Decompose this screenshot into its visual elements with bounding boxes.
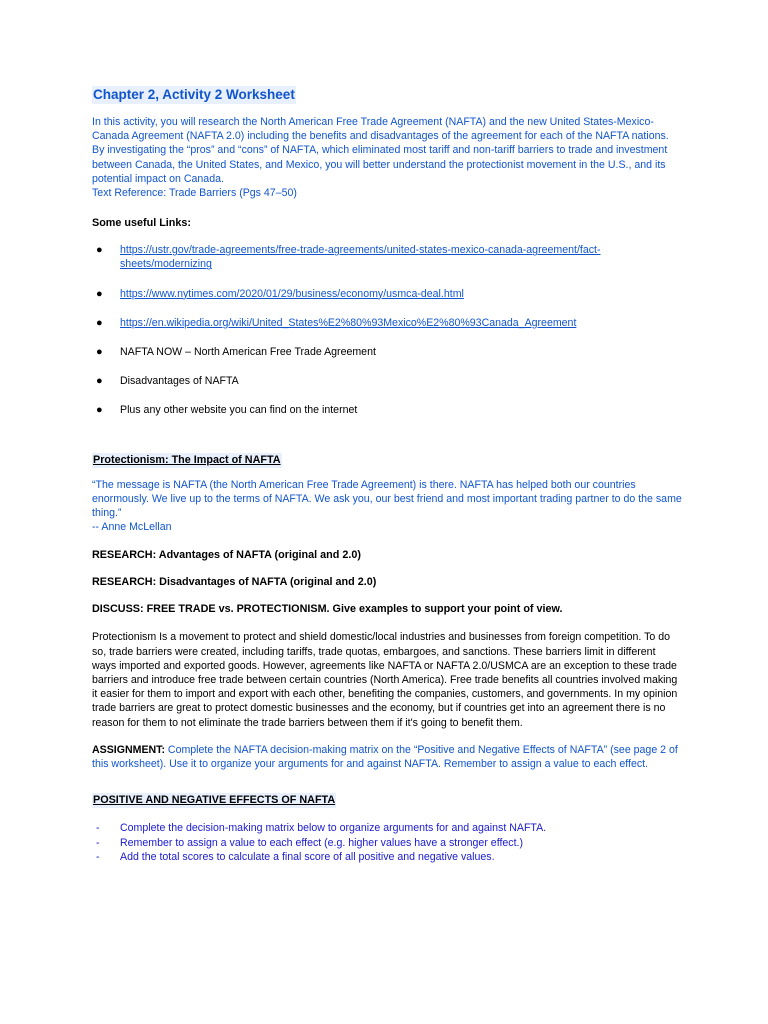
instruction-text: Complete the decision-making matrix below to organize arguments for and against NAFTA. xyxy=(120,822,547,835)
dash-icon: - xyxy=(96,836,100,849)
dash-icon: - xyxy=(96,822,100,835)
bullet-icon: ● xyxy=(96,375,103,388)
assignment-text: Complete the NAFTA decision-making matrix on the “Positive and Negative Effects of NAFTA” (see page 2 of this worksheet). Use it to organize your arguments for and against NAFTA. Remember to assign a value to each effect. xyxy=(92,743,678,771)
worksheet-page xyxy=(92,86,682,865)
effects-instructions xyxy=(92,821,682,865)
list-item xyxy=(92,403,682,417)
list-item xyxy=(92,836,682,851)
bullet-icon: ● xyxy=(96,404,103,417)
instruction-text: Remember to assign a value to each effect (e.g. higher values have a stronger effect.) xyxy=(120,836,523,849)
quote-text: “The message is NAFTA (the North American Free Trade Agreement) is there. NAFTA has helped both our countries enormously. We live up to the terms of NAFTA. We ask you, our best friend and most important trading partner to do the same thing.” xyxy=(92,478,682,520)
nafta-now-text: NAFTA NOW – North American Free Trade Agreement xyxy=(120,346,376,359)
link-wikipedia[interactable]: https://en.wikipedia.org/wiki/United_States%E2%80%93Mexico%E2%80%93Canada_Agreement xyxy=(120,316,577,329)
list-item xyxy=(92,243,682,271)
bullet-icon: ● xyxy=(96,346,103,359)
list-item xyxy=(92,345,682,359)
text-reference: Text Reference: Trade Barriers (Pgs 47–50) xyxy=(92,187,297,200)
other-website-text: Plus any other website you can find on the internet xyxy=(120,404,358,417)
instruction-text: Add the total scores to calculate a final score of all positive and negative values. xyxy=(120,851,495,864)
list-item xyxy=(92,850,682,865)
page-title: Chapter 2, Activity 2 Worksheet xyxy=(93,87,295,102)
assignment-block xyxy=(92,743,682,771)
bullet-icon: ● xyxy=(96,244,103,257)
quote-attribution: -- Anne McLellan xyxy=(92,521,172,534)
links-list xyxy=(92,243,682,417)
intro-section xyxy=(92,115,682,200)
bullet-icon: ● xyxy=(96,287,103,300)
research-disadvantages-heading: RESEARCH: Disadvantages of NAFTA (original and 2.0) xyxy=(92,576,377,589)
discuss-heading: DISCUSS: FREE TRADE vs. PROTECTIONISM. Give examples to support your point of view. xyxy=(92,603,563,616)
student-answer: Protectionism Is a movement to protect and shield domestic/local industries and businesses from foreign competition. To do so, trade barriers were created, including tariffs, trade quotas, embargoes, and sanctions. These barriers limit in different ways imported and exported goods. However, agreements like NAFTA or NAFTA 2.0/USMCA are an exception to these trade barriers and introduce free trade between certain countries (North America). Free trade benefits all countries involved making it easier for them to import and export with each other, benefiting the companies, customers, and governments. In my opinion trade barriers are great to protect domestic businesses and the economy, but if countries get into an agreement there is no reason for them to not eliminate the trade barriers between them if it's going to benefit them. xyxy=(92,631,678,729)
research-advantages-heading: RESEARCH: Advantages of NAFTA (original and 2.0) xyxy=(92,549,361,562)
disadvantages-text: Disadvantages of NAFTA xyxy=(120,375,239,388)
dash-icon: - xyxy=(96,851,100,864)
assignment-label: ASSIGNMENT: xyxy=(92,743,165,756)
list-item xyxy=(92,821,682,836)
links-label: Some useful Links: xyxy=(92,217,191,230)
list-item xyxy=(92,374,682,388)
bullet-icon: ● xyxy=(96,316,103,329)
quote-block xyxy=(92,478,682,535)
list-item xyxy=(92,316,682,330)
intro-paragraph: In this activity, you will research the North American Free Trade Agreement (NAFTA) and the new United States-Mexico-Canada Agreement (NAFTA 2.0) including the benefits and disadvantages of the agreement for each of the NAFTA nations. By investigating the “pros” and “cons” of NAFTA, which eliminated most tariff and non-tariff barriers to trade and investment between Canada, the United States, and Mexico, you will better understand the protectionist movement in the U.S., and its potential impact on Canada. xyxy=(92,116,669,185)
effects-heading: POSITIVE AND NEGATIVE EFFECTS OF NAFTA xyxy=(93,794,336,807)
link-nytimes[interactable]: https://www.nytimes.com/2020/01/29/business/economy/usmca-deal.html xyxy=(120,287,464,300)
protectionism-heading: Protectionism: The Impact of NAFTA xyxy=(93,453,281,466)
link-ustr[interactable]: https://ustr.gov/trade-agreements/free-trade-agreements/united-states-mexico-canada-agreement/fact-sheets/modernizing xyxy=(120,244,601,271)
list-item xyxy=(92,287,682,301)
